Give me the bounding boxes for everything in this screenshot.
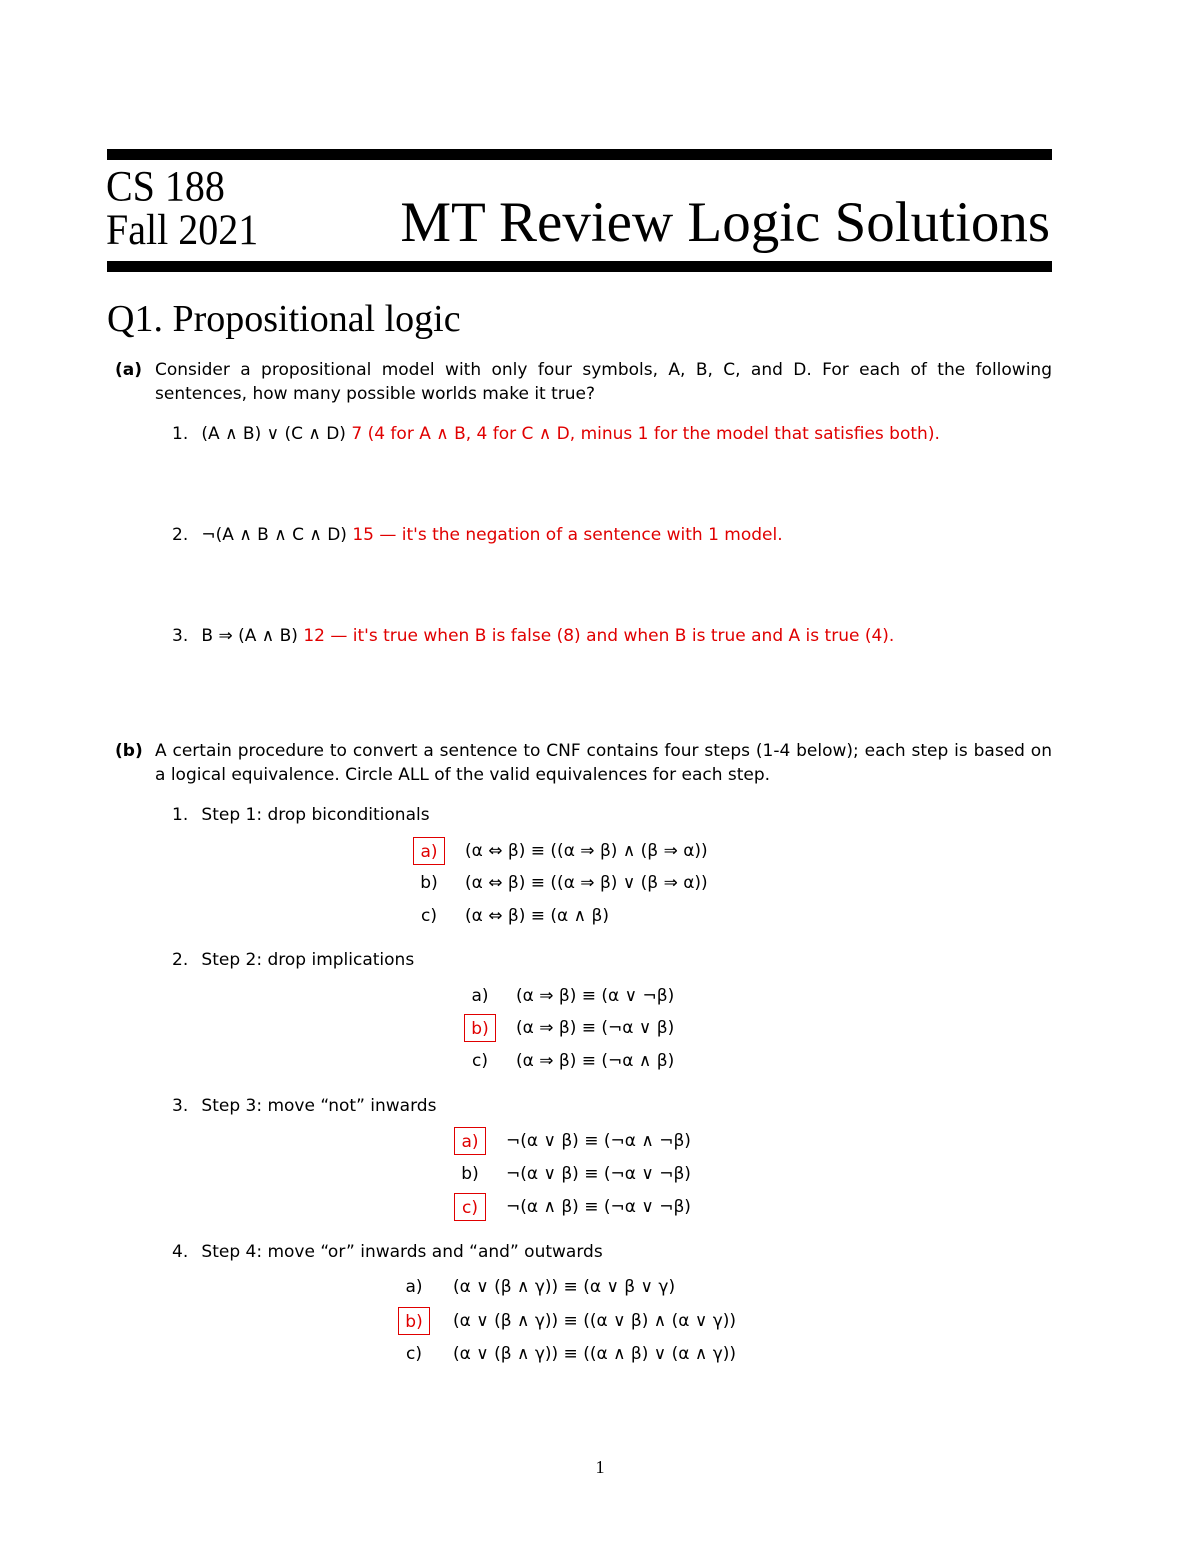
step-1-title: [172, 805, 430, 825]
option-label[interactable]: c): [421, 906, 437, 926]
part-a-item-2: [172, 525, 783, 545]
option-equivalence: (α ⇔ β) ≡ ((α ⇒ β) ∨ (β ⇒ α)): [465, 873, 708, 893]
option-label[interactable]: b): [420, 873, 438, 893]
part-b-text: A certain procedure to convert a sentence to CNF contains four steps (1-4 below); each step is based on a logical equivalence. Circle ALL of the valid equivalences for each step.: [155, 741, 1052, 785]
section-title: Q1. Propositional logic: [107, 298, 461, 340]
item-number: 3.: [172, 626, 189, 646]
top-rule: [107, 149, 1052, 160]
step-title: Step 4: move “or” inwards and “and” outwards: [201, 1242, 603, 1262]
step-title: Step 1: drop biconditionals: [201, 805, 430, 825]
option-equivalence: (α ⇔ β) ≡ ((α ⇒ β) ∧ (β ⇒ α)): [465, 841, 708, 861]
step-number: 1.: [172, 805, 189, 825]
item-answer: 7 (4 for A ∧ B, 4 for C ∧ D, minus 1 for the model that satisfies both).: [351, 424, 940, 444]
document-title: MT Review Logic Solutions: [400, 191, 1050, 254]
item-number: 2.: [172, 525, 189, 545]
page-number: 1: [595, 1457, 605, 1477]
part-a-item-1: [172, 424, 940, 444]
step-2-title: [172, 950, 414, 970]
part-b-label: (b): [115, 741, 143, 761]
option-label[interactable]: a): [405, 1277, 423, 1297]
course-block: [106, 161, 259, 254]
option-equivalence: (α ∨ (β ∧ γ)) ≡ ((α ∧ β) ∨ (α ∧ γ)): [453, 1344, 737, 1364]
option-label[interactable]: c): [472, 1051, 488, 1071]
option-label[interactable]: b): [461, 1164, 479, 1184]
option-equivalence: ¬(α ∧ β) ≡ (¬α ∨ ¬β): [506, 1197, 691, 1217]
option-equivalence: ¬(α ∨ β) ≡ (¬α ∨ ¬β): [506, 1164, 691, 1184]
part-a-item-3: [172, 626, 894, 646]
option-label[interactable]: a): [471, 986, 489, 1006]
step-number: 4.: [172, 1242, 189, 1262]
option-equivalence: (α ⇒ β) ≡ (¬α ∧ β): [516, 1051, 675, 1071]
step-number: 2.: [172, 950, 189, 970]
step-title: Step 2: drop implications: [201, 950, 415, 970]
option-equivalence: (α ⇒ β) ≡ (α ∨ ¬β): [516, 986, 675, 1006]
option-label[interactable]: a): [413, 837, 445, 865]
option-equivalence: (α ⇔ β) ≡ (α ∧ β): [465, 906, 609, 926]
step-number: 3.: [172, 1096, 189, 1116]
step-4-title: [172, 1242, 603, 1262]
bottom-rule: [107, 261, 1052, 272]
item-sentence: (A ∧ B) ∨ (C ∧ D): [201, 424, 346, 444]
item-answer: 12 — it's true when B is false (8) and when B is true and A is true (4).: [303, 626, 895, 646]
course-name: CS 188: [106, 161, 225, 211]
item-answer: 15 — it's the negation of a sentence with 1 model.: [352, 525, 783, 545]
option-label[interactable]: a): [454, 1127, 486, 1155]
item-sentence: ¬(A ∧ B ∧ C ∧ D): [201, 525, 347, 545]
option-equivalence: ¬(α ∨ β) ≡ (¬α ∧ ¬β): [506, 1131, 691, 1151]
option-equivalence: (α ⇒ β) ≡ (¬α ∨ β): [516, 1018, 675, 1038]
option-label[interactable]: c): [454, 1193, 486, 1221]
part-a-text: Consider a propositional model with only four symbols, A, B, C, and D. For each of the following sentences, how many possible worlds make it true?: [155, 360, 1052, 404]
option-equivalence: (α ∨ (β ∧ γ)) ≡ ((α ∨ β) ∧ (α ∨ γ)): [453, 1311, 737, 1331]
option-label[interactable]: b): [398, 1307, 430, 1335]
step-3-title: [172, 1096, 436, 1116]
course-term: Fall 2021: [106, 204, 259, 254]
option-label[interactable]: b): [464, 1014, 496, 1042]
part-a-label: (a): [115, 360, 143, 380]
option-equivalence: (α ∨ (β ∧ γ)) ≡ (α ∨ β ∨ γ): [453, 1277, 676, 1297]
option-label[interactable]: c): [406, 1344, 422, 1364]
step-title: Step 3: move “not” inwards: [201, 1096, 437, 1116]
item-number: 1.: [172, 424, 189, 444]
item-sentence: B ⇒ (A ∧ B): [201, 626, 298, 646]
